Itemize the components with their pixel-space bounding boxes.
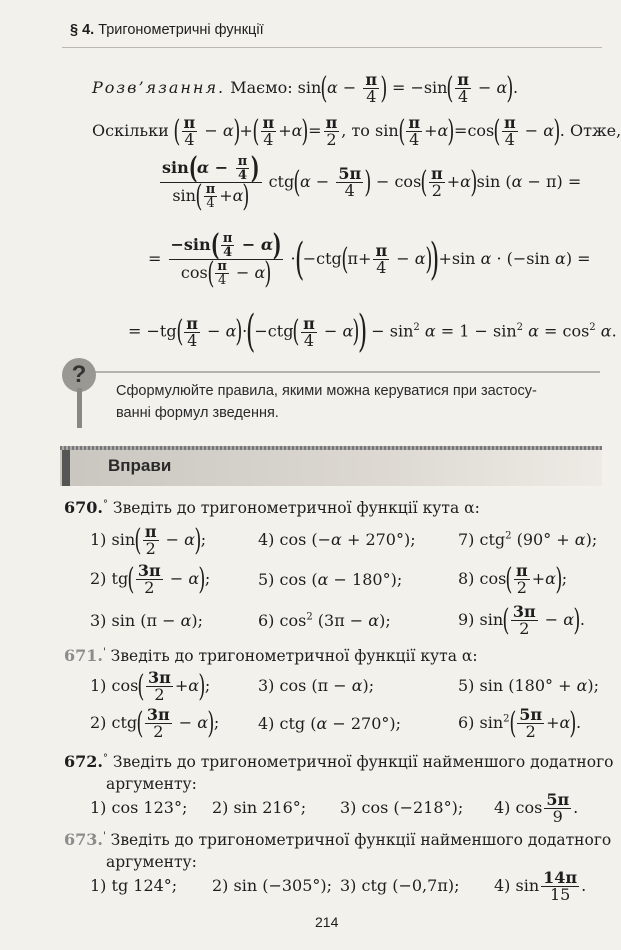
item-670-2: 2) tg( $\frac{3\pi}{2}$ − α); <box>90 561 211 597</box>
solution-lead: Маємо: <box>230 78 293 97</box>
task-670 <box>64 498 480 517</box>
hence-word: Отже, <box>569 121 621 140</box>
question-text <box>116 380 537 424</box>
solution-line-3: sin(α − $\frac{\pi}{4}$ ) sin( $\frac{\pi}{4}$ +α) ctg(α − $\frac{5\pi}{4}$ ) − cos( $\frac{\pi}{2}$ +α)sin (α − π) = <box>162 150 582 214</box>
item-670-3: 3) sin (π − α); <box>90 611 204 630</box>
solution-line-4: = −sin( $\frac{\pi}{4}$ − α) cos( $\frac{\pi}{4}$ − α) ·(−ctg(π+ $\frac{\pi}{4}$ − α))+sin α · (−sin α) = <box>148 227 591 291</box>
exercises-title: Вправи <box>108 456 172 475</box>
item-670-1: 1) sin( $\frac{\pi}{2}$ − α); <box>90 522 207 558</box>
item-673-2: 2) sin (−305°); <box>212 876 333 895</box>
since-word: Оскільки <box>92 121 169 140</box>
question-text-line-2: ванні формул зведення. <box>116 405 279 421</box>
item-671-5: 5) sin (180° + α); <box>458 676 600 695</box>
page-number: 214 <box>315 914 339 930</box>
task-text: Зведіть до тригонометричної функції найменшого додатного <box>112 753 614 772</box>
header-rule <box>62 47 602 48</box>
item-673-1: 1) tg 124°; <box>90 876 178 895</box>
solution-line-1: Розв’язання. Маємо: sin(α − $\frac{\pi}{4}$ ) = −sin( $\frac{\pi}{4}$ − α). <box>92 70 519 106</box>
item-670-6: 6) $\cos^2 (3\pi - \alpha)$; <box>258 611 391 630</box>
item-671-4: 4) ctg (α − 270°); <box>258 714 402 733</box>
item-672-2: 2) sin 216°; <box>212 798 307 817</box>
item-671-2: 2) ctg( $\frac{3\pi}{2}$ − α); <box>90 705 220 741</box>
task-text-2: аргументу: <box>106 853 197 872</box>
task-number: 670. <box>64 498 103 517</box>
task-number: 673. <box>64 830 103 850</box>
question-text-line-1: Сформулюйте правила, якими можна керуватися при застосу- <box>116 383 537 399</box>
item-671-1: 1) cos( $\frac{3\pi}{2}$ +α); <box>90 668 211 704</box>
task-671 <box>64 646 478 665</box>
item-670-7: 7) ctg$^2$ (90° + α); <box>458 530 598 549</box>
task-672 <box>64 748 614 795</box>
task-mark: ' <box>102 831 106 842</box>
task-text: Зведіть до тригонометричної функції кута α: <box>110 647 478 665</box>
task-number: 672. <box>64 752 103 772</box>
exercises-banner-accent <box>62 450 70 486</box>
task-mark: ' <box>102 646 106 658</box>
section-number: § 4. <box>70 22 95 38</box>
section-title: Тригонометричні функції <box>98 22 264 38</box>
item-670-5: 5) cos (α − 180°); <box>258 570 403 589</box>
item-670-4: 4) cos (−α + 270°); <box>258 530 416 549</box>
item-670-9: 9) sin( $\frac{3\pi}{2}$ − α). <box>458 602 585 638</box>
solution-line-2: Оскільки ( $\frac{\pi}{4}$ − α)+( $\frac{\pi}{4}$ +α)= $\frac{\pi}{2}$ , то sin( $\frac{\pi}{4}$ +α)=cos( $\frac{\pi}{4}$ − α). Отже, <box>92 113 621 149</box>
item-672-4: 4) cos $\frac{5\pi}{9}$ . <box>494 790 579 826</box>
solution-label: Розв’язання. <box>92 78 226 97</box>
task-text: Зведіть до тригонометричної функції найменшого додатного <box>110 831 612 850</box>
item-672-3: 3) cos (−218°); <box>340 798 464 817</box>
item-673-4: 4) sin $\frac{14\pi}{15}$ . <box>494 868 587 904</box>
task-number: 671. <box>64 646 103 665</box>
item-671-3: 3) cos (π − α); <box>258 676 375 695</box>
item-672-1: 1) cos 123°; <box>90 798 188 817</box>
question-side-bar <box>77 388 82 428</box>
solution-line-5: = −tg( $\frac{\pi}{4}$ − α)·(−ctg( $\frac{\pi}{4}$ − $\alpha)) - \sin^2 \alpha = 1 - \sin^2 \alpha = \cos^2 \alpha$. <box>128 306 617 357</box>
item-670-8: 8) cos( $\frac{\pi}{2}$ +α); <box>458 561 568 597</box>
task-text-2: аргументу: <box>106 775 197 794</box>
item-673-3: 3) ctg (−0,7π); <box>340 876 460 895</box>
question-mark-icon: ? <box>71 361 87 388</box>
exercises-banner-stripe <box>60 446 602 450</box>
task-mark: ° <box>102 498 108 510</box>
task-mark: ° <box>102 753 108 764</box>
item-671-6: 6) $\sin^2$( $\frac{5\pi}{2}$ +α). <box>458 705 582 741</box>
running-header <box>70 22 264 38</box>
task-673 <box>64 826 611 873</box>
then-word: то <box>351 121 370 140</box>
question-top-rule <box>90 371 600 373</box>
task-text: Зведіть до тригонометричної функції кута α: <box>112 499 480 517</box>
